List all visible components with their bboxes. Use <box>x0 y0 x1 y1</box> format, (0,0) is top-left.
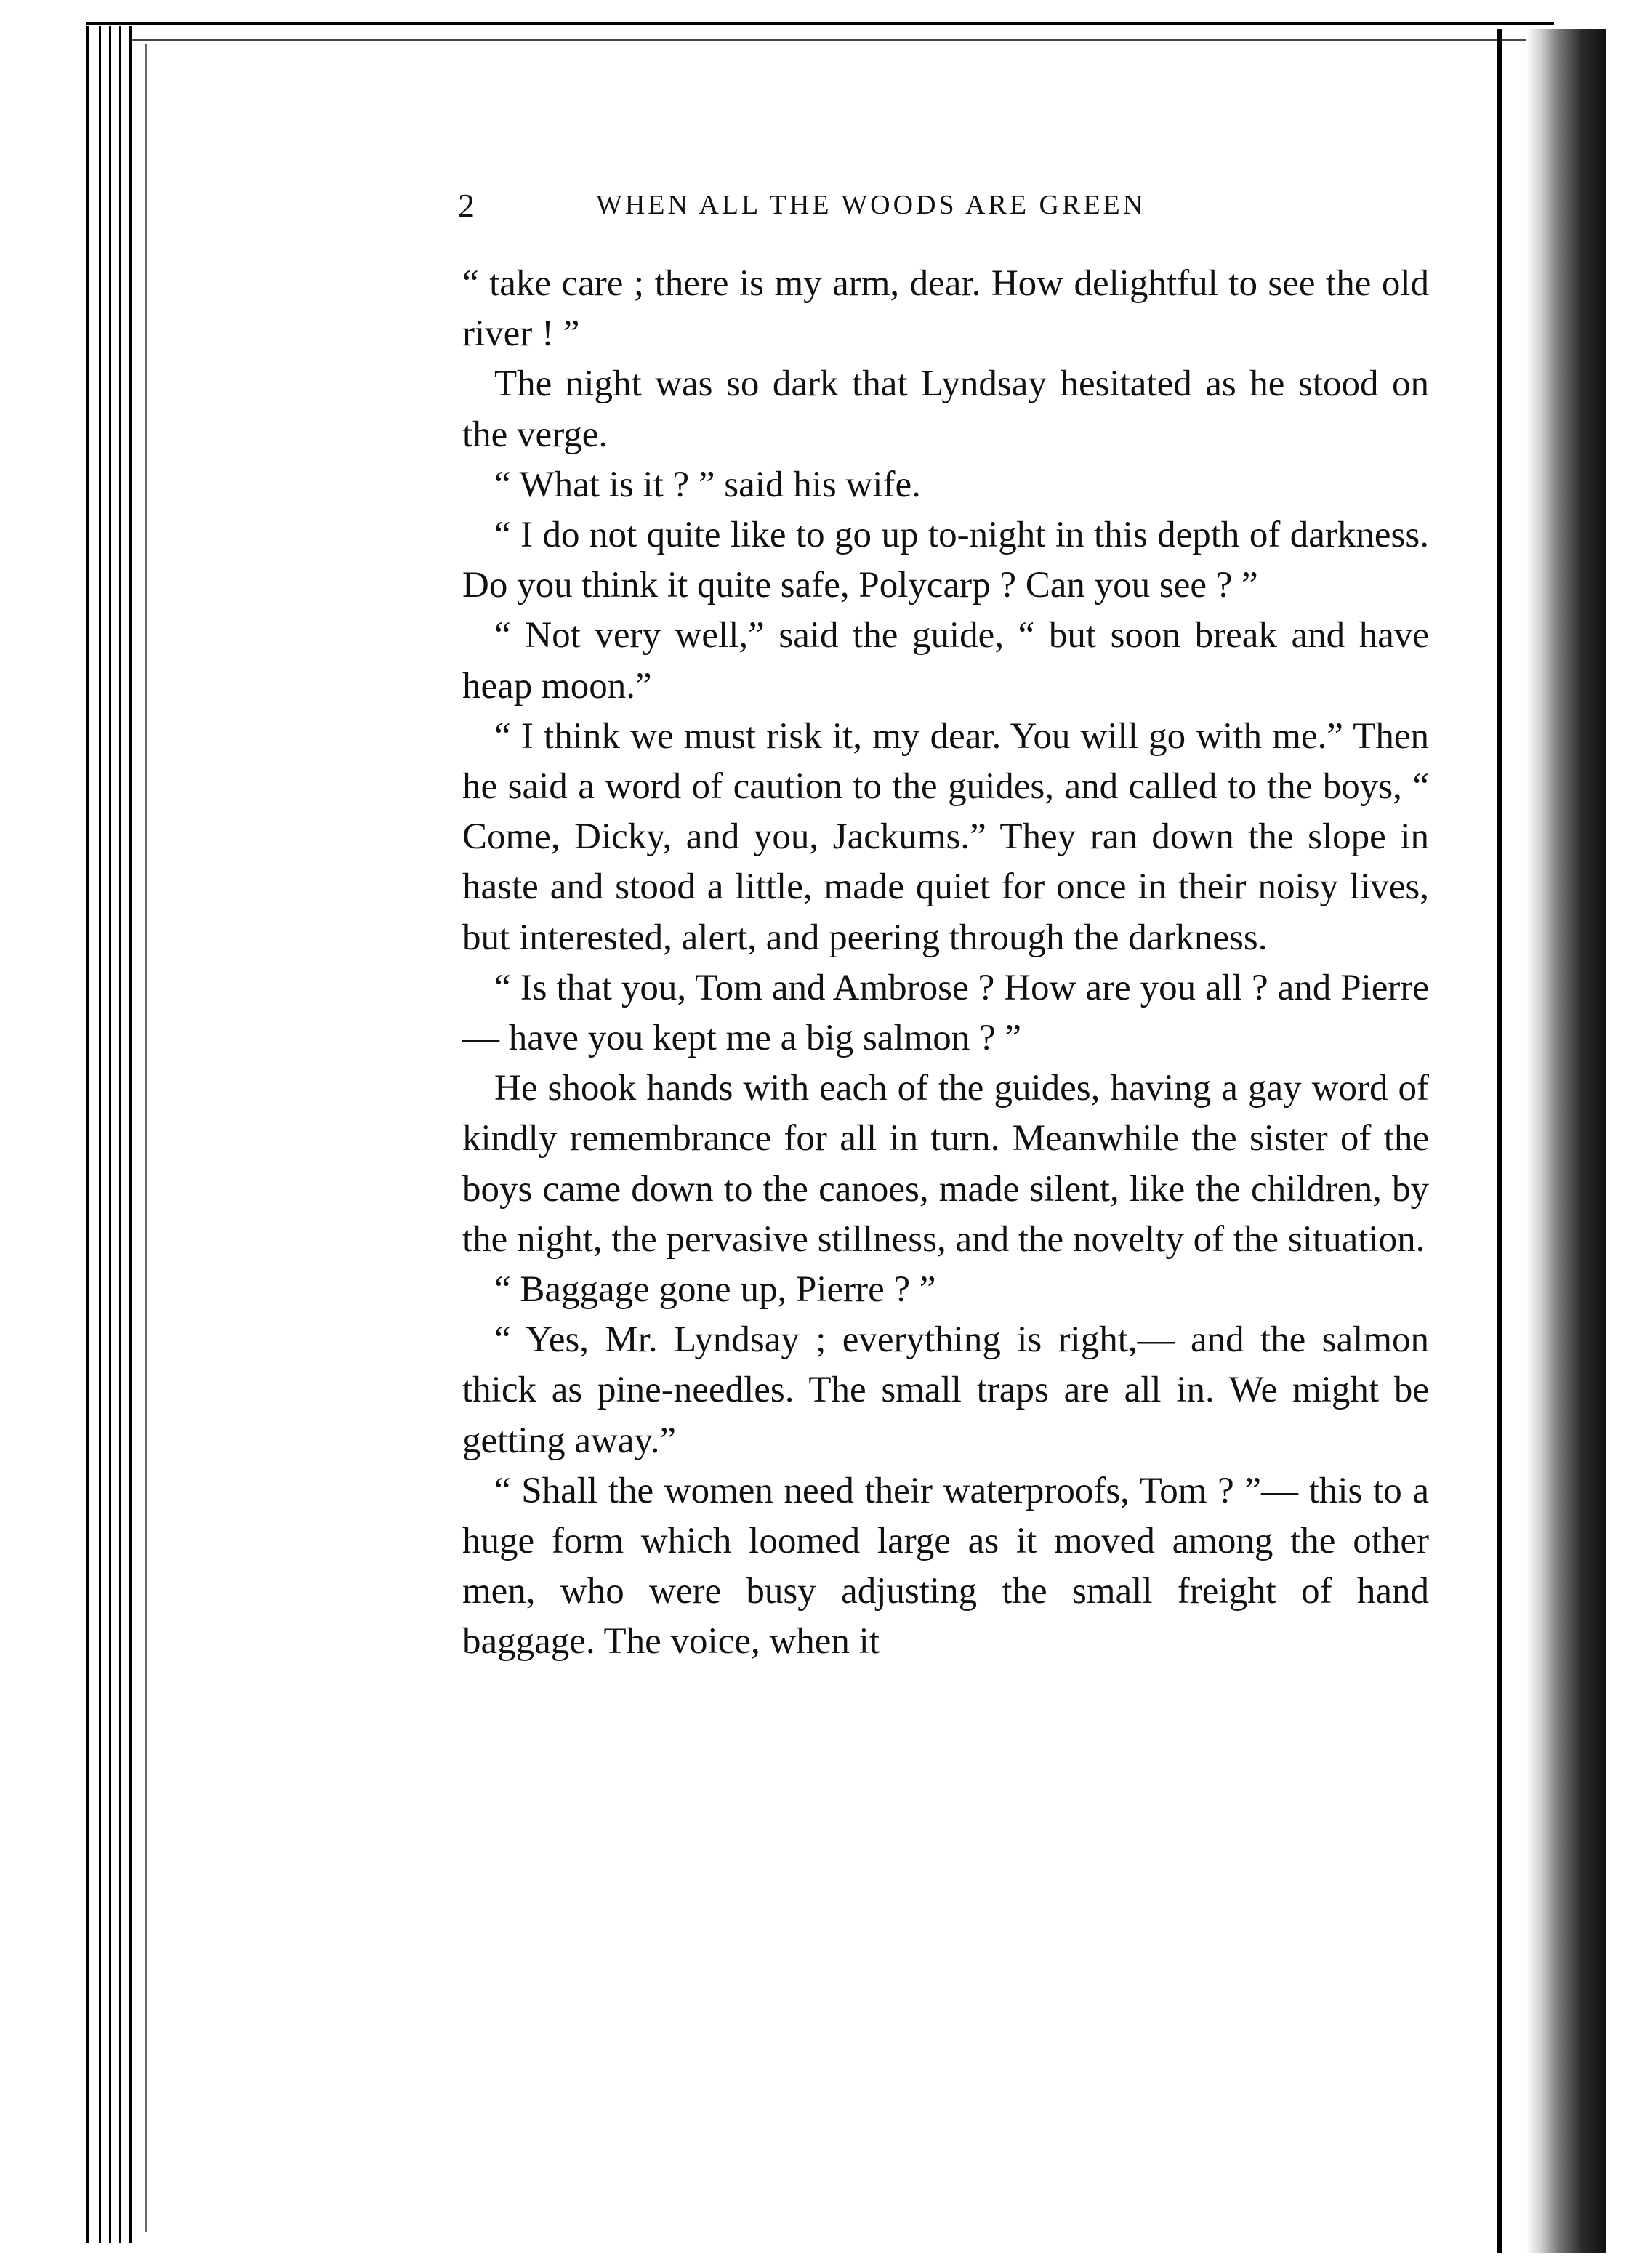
paragraph: “ Yes, Mr. Lyndsay ; everything is right,— and the salmon thick as pine-needles. The small traps are all in. We might be getting away.” <box>462 1319 1429 1461</box>
page-number: 2 <box>458 187 475 224</box>
page-edge-line <box>109 26 111 2243</box>
page-stack-top-edge-inner <box>131 39 1526 41</box>
page-stack-left-edges <box>86 26 132 2243</box>
page-header <box>458 186 1461 230</box>
paragraph: “ Not very well,” said the guide, “ but soon break and have heap moon.” <box>462 615 1429 707</box>
paragraph: “ I think we must risk it, my dear. You will go with me.” Then he said a word of caution to the guides, and called to the boys, “ Come, Dicky, and you, Jackums.” They ran down the slope in haste and stood a little, made quiet for once in their noisy lives, but interested, alert, and peering through the darkness. <box>462 715 1429 958</box>
page-edge-line <box>99 26 101 2243</box>
paragraph: He shook hands with each of the guides, having a gay word of kindly remembrance for all in turn. Meanwhile the sister of the boys came down to the canoes, made silent, like the children, by the night, the pervasive stillness, and the novelty of the situation. <box>462 1068 1429 1260</box>
page-edge-line <box>129 26 132 2243</box>
page-stack-top-edge <box>86 22 1554 33</box>
binding-shadow <box>1526 29 1606 2253</box>
binding-edge <box>1497 29 1502 2253</box>
paragraph: “ What is it ? ” said his wife. <box>494 464 921 505</box>
paragraph: “ Shall the women need their waterproofs, Tom ? ”— this to a huge form which loomed large as it moved among the other men, who were busy adjusting the small freight of hand baggage. The voice, when it <box>462 1470 1429 1662</box>
body-text <box>462 259 1429 1668</box>
paragraph: The night was so dark that Lyndsay hesitated as he stood on the verge. <box>462 363 1429 455</box>
paragraph: “ I do not quite like to go up to-night in this depth of darkness. Do you think it quite safe, Polycarp ? Can you see ? ” <box>462 515 1429 606</box>
paragraph: “ take care ; there is my arm, dear. How delightful to see the old river ! ” <box>462 263 1429 355</box>
paragraph: “ Baggage gone up, Pierre ? ” <box>494 1269 936 1311</box>
paragraph: “ Is that you, Tom and Ambrose ? How are you all ? and Pierre — have you kept me a big salmon ? ” <box>462 967 1429 1059</box>
running-head: WHEN ALL THE WOODS ARE GREEN <box>596 190 1146 220</box>
page-edge-line <box>119 26 121 2243</box>
